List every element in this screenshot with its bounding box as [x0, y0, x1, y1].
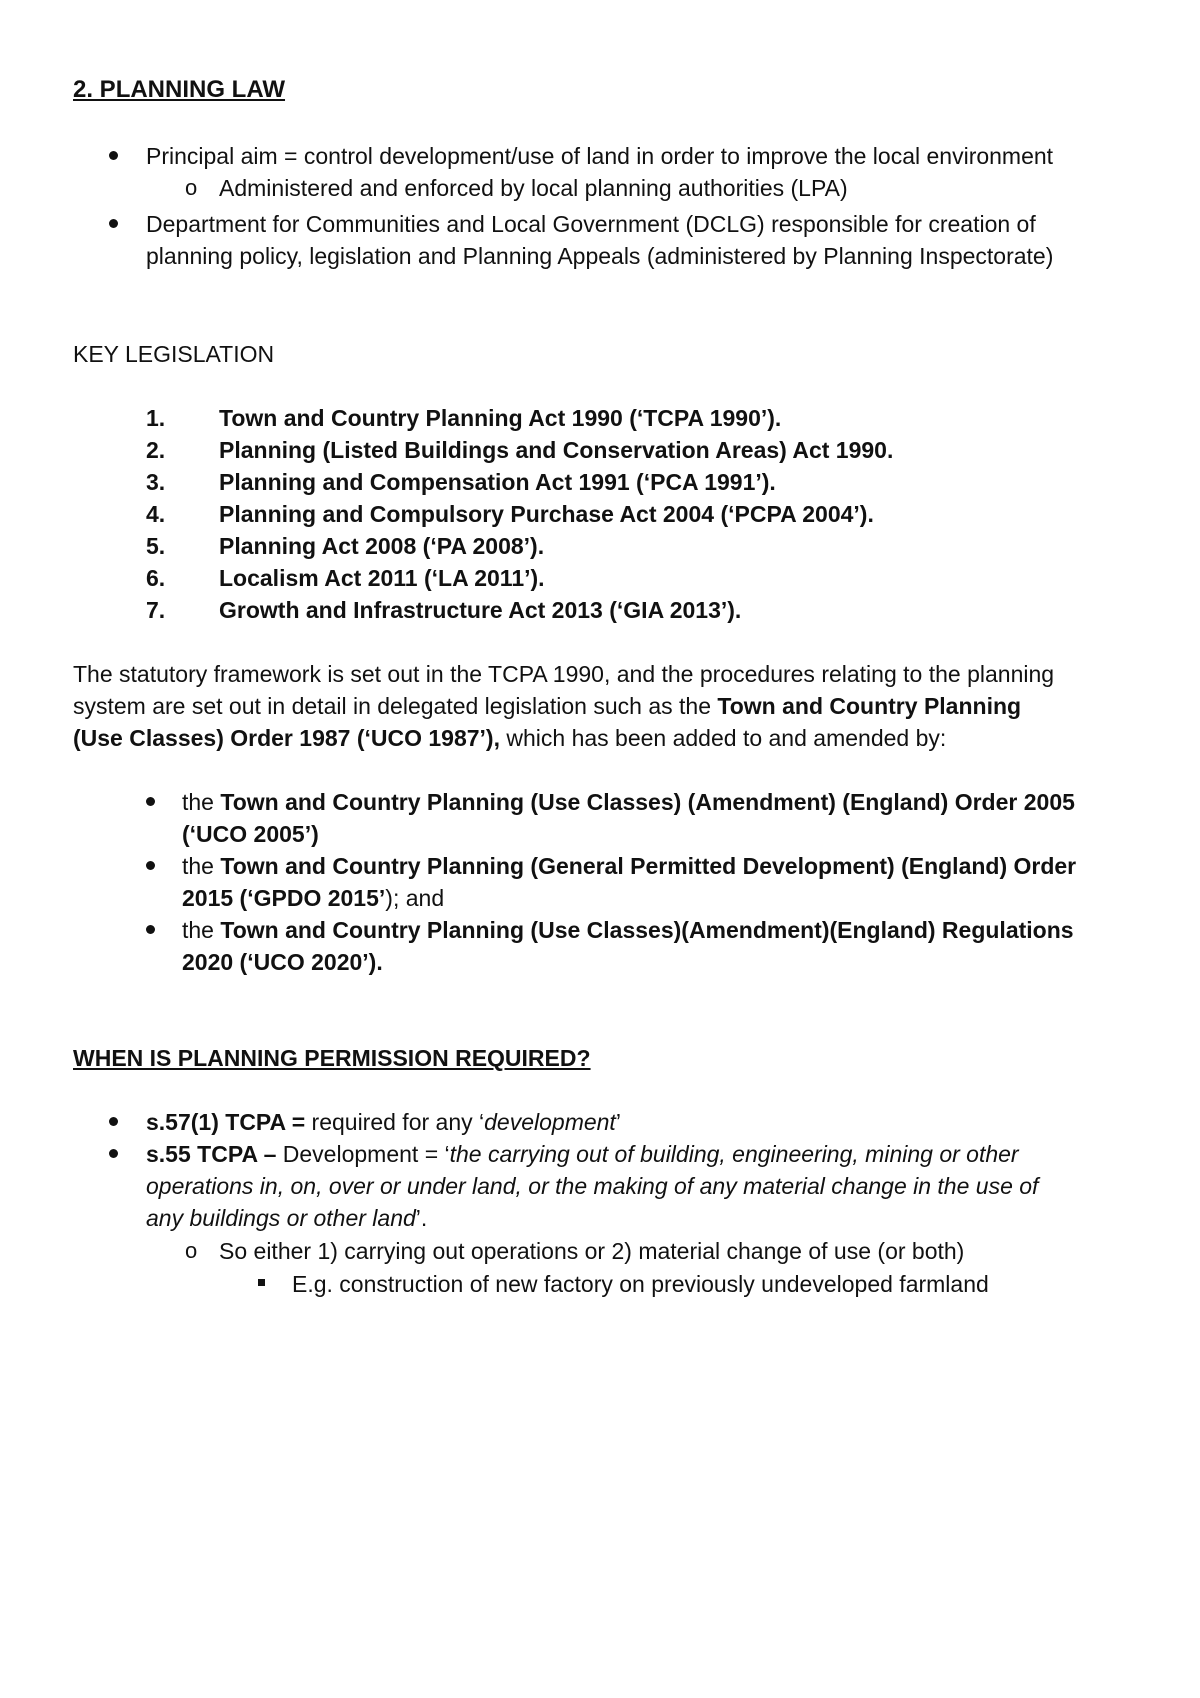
bullet-icon — [146, 797, 155, 806]
amendment-item-1-line-1 — [182, 786, 1075, 818]
legislation-item: Town and Country Planning Act 1990 (‘TCPA 1990’). — [219, 405, 782, 431]
section-ref: s.57(1) TCPA = — [146, 1109, 306, 1135]
legislation-number: 1. — [146, 405, 166, 431]
amendment-tail: ); and — [385, 885, 445, 911]
page-title: 2. PLANNING LAW — [73, 76, 286, 103]
legislation-item: Planning and Compensation Act 1991 (‘PCA 1991’). — [219, 469, 776, 495]
circle-bullet-icon: o — [185, 175, 198, 200]
framework-order-name: Town and Country Planning — [717, 693, 1022, 719]
bullet-icon — [109, 219, 118, 228]
definition-quote: operations in, on, over or under land, or the making of any material change in the use of — [146, 1173, 1039, 1199]
intro-bullet-2-line-2: planning policy, legislation and Planning Appeals (administered by Planning Inspectorate) — [146, 243, 1054, 269]
amendment-name: Town and Country Planning (Use Classes) (Amendment) (England) Order 2005 — [220, 789, 1075, 815]
definition-quote: any buildings or other land — [146, 1205, 416, 1231]
framework-text: which has been added to and amended by: — [499, 725, 947, 751]
bullet-icon — [146, 925, 155, 934]
framework-paragraph-line-2 — [73, 690, 1021, 722]
amendment-abbrev: 2020 (‘UCO 2020’). — [182, 949, 383, 975]
amendment-abbrev: (‘UCO 2005’) — [182, 821, 319, 847]
intro-bullet-2-line-1: Department for Communities and Local Government (DCLG) responsible for creation of — [146, 211, 1036, 237]
amendment-prefix: the — [182, 789, 221, 815]
legislation-number: 3. — [146, 469, 166, 495]
bullet-text: required for any ‘ — [305, 1109, 485, 1135]
bullet-icon — [146, 861, 155, 870]
key-legislation-heading: KEY LEGISLATION — [73, 341, 275, 367]
amendment-prefix: the — [182, 917, 221, 943]
legislation-number: 4. — [146, 501, 166, 527]
bullet-text: Development = ‘ — [276, 1141, 450, 1167]
legislation-item: Growth and Infrastructure Act 2013 (‘GIA 2013’). — [219, 597, 742, 623]
closing-quote: ’. — [415, 1205, 428, 1231]
legislation-number: 5. — [146, 533, 166, 559]
square-bullet-icon — [258, 1279, 265, 1286]
bullet-icon — [109, 1149, 118, 1158]
legislation-item: Planning (Listed Buildings and Conservation Areas) Act 1990. — [219, 437, 894, 463]
legislation-number: 7. — [146, 597, 166, 623]
bullet-icon — [109, 151, 118, 160]
s55-bullet-line-1 — [146, 1138, 1019, 1170]
amendment-item-3-line-2 — [182, 946, 383, 978]
legislation-number: 2. — [146, 437, 166, 463]
legislation-number: 6. — [146, 565, 166, 591]
framework-order-name-cont: (Use Classes) Order 1987 (‘UCO 1987’), — [73, 725, 500, 751]
s55-sub-sub-bullet: E.g. construction of new factory on previously undeveloped farmland — [292, 1271, 989, 1297]
legislation-item: Localism Act 2011 (‘LA 2011’). — [219, 565, 545, 591]
s55-bullet-line-2 — [146, 1170, 1038, 1202]
amendment-item-2-line-2 — [182, 882, 444, 914]
definition-quote: the carrying out of building, engineering, mining or other — [449, 1141, 1019, 1167]
framework-paragraph-line-1: The statutory framework is set out in the TCPA 1990, and the procedures relating to the planning — [73, 661, 1055, 687]
intro-sub-bullet-1: Administered and enforced by local planning authorities (LPA) — [219, 175, 848, 201]
s57-bullet — [146, 1106, 621, 1138]
when-required-heading: WHEN IS PLANNING PERMISSION REQUIRED? — [73, 1045, 591, 1071]
section-ref: s.55 TCPA – — [146, 1141, 277, 1167]
legislation-item: Planning Act 2008 (‘PA 2008’). — [219, 533, 545, 559]
amendment-name: Town and Country Planning (General Permitted Development) (England) Order — [220, 853, 1077, 879]
quoted-term: development — [484, 1109, 616, 1135]
amendment-abbrev: 2015 (‘GPDO 2015’ — [182, 885, 386, 911]
framework-text: system are set out in detail in delegated legislation such as the — [73, 693, 718, 719]
amendment-item-3-line-1 — [182, 914, 1074, 946]
framework-paragraph-line-3 — [73, 722, 946, 754]
closing-quote: ’ — [615, 1109, 621, 1135]
intro-bullet-1: Principal aim = control development/use of land in order to improve the local environment — [146, 143, 1054, 169]
s55-bullet-line-3 — [146, 1202, 427, 1234]
legislation-item: Planning and Compulsory Purchase Act 2004 (‘PCPA 2004’). — [219, 501, 874, 527]
amendment-item-2-line-1 — [182, 850, 1076, 882]
bullet-icon — [109, 1117, 118, 1126]
s55-sub-bullet: So either 1) carrying out operations or 2) material change of use (or both) — [219, 1238, 965, 1264]
circle-bullet-icon: o — [185, 1238, 198, 1263]
amendment-name: Town and Country Planning (Use Classes)(Amendment)(England) Regulations — [220, 917, 1074, 943]
amendment-prefix: the — [182, 853, 221, 879]
amendment-item-1-line-2 — [182, 818, 319, 850]
